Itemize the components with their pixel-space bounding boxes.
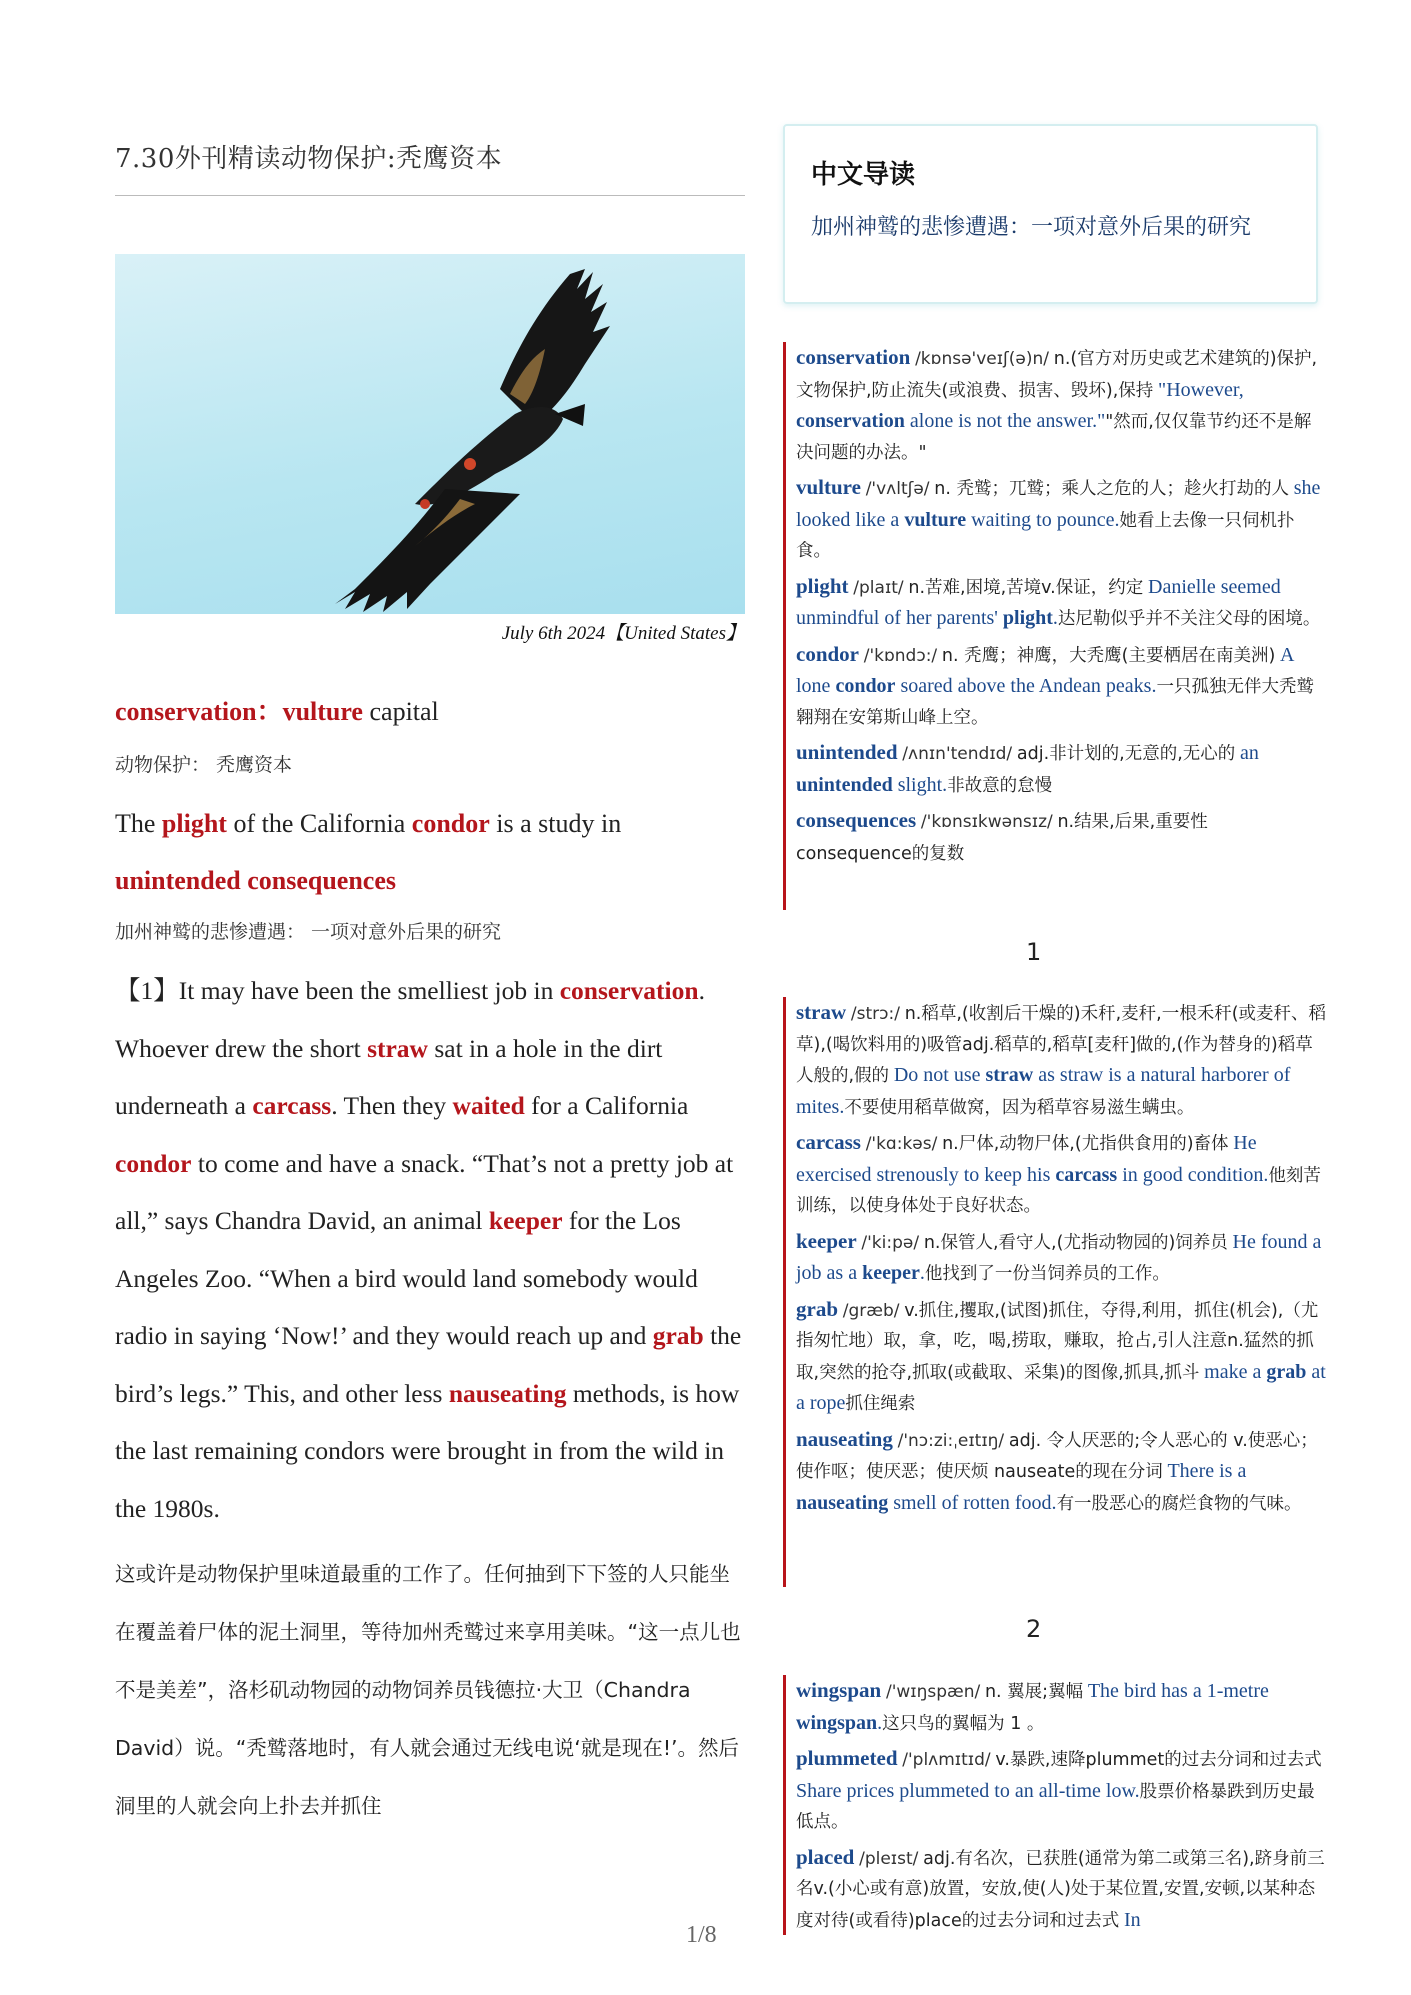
example-translation: 达尼勒似乎并不关注父母的困境。 [1057,609,1321,629]
example-keyword: plight [1002,607,1053,629]
vocab-word: plummeted [796,1746,898,1770]
vocab-entry-straw [786,997,1328,1123]
example-text: at a rope [796,1360,1326,1414]
example-text: . [919,1262,925,1284]
vocab-phonetic: /pleɪst/ [859,1848,919,1869]
vocab-phonetic: /kɒnsə'veɪʃ(ə)n/ [915,349,1049,369]
vocab-phonetic: /'vʌltʃə/ [865,479,930,499]
vocab-word: vulture [796,475,861,499]
text-run: The [115,809,162,838]
document-title: 7.30外刊精读动物保护:秃鹰资本 [115,100,745,196]
example-text: slight. [892,773,948,796]
vocab-word: placed [796,1844,855,1869]
highlighted-word: ： [256,697,283,726]
text-run: methods, is how the last remaining condors were brought in from the wild in the 1980s. [115,1378,740,1523]
vocab-entry-conservation [786,342,1328,468]
text-run: for a California [524,1091,689,1120]
highlighted-word: grab [652,1321,704,1350]
example-text: she looked like a [796,477,1321,531]
vocab-definition: n. 翼展;翼幅 [984,1682,1084,1702]
article-column [115,100,745,1835]
vocab-word: straw [796,1000,847,1024]
highlighted-word: waited [452,1091,525,1120]
vocab-definition: adj.非计划的,无意的,无心的 [1016,744,1236,764]
example-keyword: vulture [904,508,967,531]
vocab-entry-unintended [786,737,1328,801]
example-text: In [1124,1908,1141,1931]
example-text: There is a [1167,1460,1247,1482]
vocab-word: grab [796,1296,838,1321]
vocab-entry-placed [786,1842,1328,1937]
vocab-word: keeper [796,1228,857,1253]
highlighted-word: keeper [488,1206,563,1235]
vocab-definition: n.结果,后果,重要性 consequence的复数 [796,812,1208,864]
highlighted-word: plight [161,809,227,838]
vocab-definition: adj. 令人厌恶的;令人恶心的 v.使恶心；使作呕；使厌恶；使厌烦 nauseate的现在分词 [796,1430,1318,1482]
example-translation: "然而,仅仅靠节约还不是解决问题的办法。" [796,412,1312,463]
vocab-definition: n.尸体,动物尸体,(尤指供食用的)畜体 [942,1134,1229,1154]
example-translation: 她看上去像一只伺机扑食。 [796,510,1295,561]
paragraph-1-cn: 这或许是动物保护里味道最重的工作了。任何抽到下下签的人只能坐在覆盖着尸体的泥土洞里，等待加州秃鹫过来享用美味。“这一点儿也不是美差”，洛杉矶动物园的动物饲养员钱德拉·大卫（Chandra David）说。“秃鹫落地时，有人就会通过无线电说‘就是现在!’。然后洞里的人就会向上扑去并抓住 [115,1562,741,1818]
vocab-phonetic: /plaɪt/ [853,577,904,598]
highlighted-word: condor [411,809,490,838]
vocab-definition: n.保管人,看守人,(尤指动物园的)饲养员 [923,1232,1228,1253]
vocab-phonetic: /'plʌmɪtɪd/ [902,1750,991,1770]
example-text: Share prices plummeted to an all-time low. [796,1779,1140,1802]
photo-caption: July 6th 2024【United States】 [501,623,745,644]
vocab-entry-carcass [786,1127,1328,1222]
vocab-group-number-2: 2 [1026,1615,1042,1643]
text-run: capital [362,697,439,726]
vocab-phonetic: /'kɒndɔ:/ [863,645,938,666]
example-translation: 抓住绳索 [845,1394,916,1414]
text-run: the bird’s legs.” This, and other less [115,1321,742,1408]
highlighted-word: unintended consequences [115,866,396,895]
example-text: . [1052,607,1058,629]
chinese-guide-box [783,124,1318,304]
vocab-definition: n.苦难,困境,苦境v.保证，约定 [908,577,1144,598]
example-text: A lone [796,643,1294,697]
vocab-word: condor [796,641,859,666]
example-keyword: wingspan [796,1711,878,1734]
example-text: . [877,1711,883,1734]
example-translation: 这只鸟的翼幅为 1 。 [882,1713,1045,1734]
example-text: He found a job as a [796,1230,1322,1284]
vocab-phonetic: /'kɒnsɪkwənsɪz/ [920,812,1053,832]
text-run: sat in a hole in the dirt underneath a [115,1033,663,1120]
example-translation: 有一股恶心的腐烂食物的气味。 [1056,1493,1302,1514]
example-translation: 一只孤独无伴大秃鹫翱翔在安第斯山峰上空。 [796,677,1314,728]
vocab-definition: n. 秃鹰；神鹰，大秃鹰(主要栖居在南美洲) [941,645,1276,666]
condor-illustration [115,254,745,614]
example-keyword: grab [1266,1360,1307,1383]
example-text: make a [1204,1360,1267,1383]
example-translation: 他刻苦训练，以使身体处于良好状态。 [796,1165,1321,1216]
example-text: "However, [1158,378,1244,401]
vocab-definition: n.稻草,(收割后干燥的)禾秆,麦秆,一根禾秆(或麦秆、稻草),(喝饮料用的)吸管adj.稻草的,稻草[麦秆]做的,(作为替身的)稻草人般的,假的 [796,1004,1327,1086]
vocab-phonetic: /'ki:pə/ [861,1232,920,1253]
vocab-word: nauseating [796,1426,893,1451]
vocab-definition: v.暴跌,速降plummet的过去分词和过去式 [995,1750,1322,1770]
example-translation: 他找到了一份当饲养员的工作。 [924,1264,1170,1284]
highlighted-word: vulture [282,697,363,726]
vocab-phonetic: /græb/ [842,1300,900,1321]
example-text: in good condition. [1117,1163,1269,1186]
vocab-group-3 [783,1675,1328,1935]
condor-photo [115,254,745,614]
highlighted-word: nauseating [448,1378,567,1408]
highlighted-word: carcass [252,1091,332,1120]
example-text: He exercised strenously to keep his [796,1132,1257,1186]
subtitle-cn: 加州神鹫的悲惨遭遇： 一项对意外后果的研究 [115,921,502,943]
vocab-word: wingspan [796,1678,882,1702]
vocab-entry-grab [786,1294,1328,1420]
vocab-entry-plight [786,571,1328,635]
example-keyword: conservation [796,410,905,432]
example-text: Danielle seemed unmindful of her parents' [796,575,1281,629]
vocab-definition: adj.有名次，已获胜(通常为第二或第三名),跻身前三名v.(小心或有意)放置，安放,使(人)处于某位置,安置,安顿,以某种态度对待(或看待)place的过去分词和过去式 [796,1848,1325,1931]
example-text: soared above the Andean peaks. [895,675,1157,697]
vocab-entry-condor [786,639,1328,734]
text-run: . Whoever drew the short [115,976,705,1063]
highlighted-word: conservation [115,697,257,726]
example-text: Do not use [893,1064,986,1086]
example-keyword: nauseating [796,1491,889,1514]
example-keyword: unintended [796,773,893,796]
vocab-definition: v.抓住,攫取,(试图)抓住，夺得,利用，抓住(机会),（尤指匆忙地）取，拿，吃，喝,捞取，赚取，抢占,引人注意n.猛然的抓取,突然的抢夺,抓取(或截取、采集)的图像,抓具,抓斗 [796,1300,1319,1383]
text-run: for the Los Angeles Zoo. “When a bird would land somebody would radio in saying ‘Now!’ and they would reach up and [115,1206,698,1350]
example-text: as straw is a natural harborer of mites. [796,1064,1291,1118]
example-text: an [1240,742,1259,764]
vocab-word: plight [796,573,849,598]
section-title-en [115,691,745,728]
vocab-group-1 [783,342,1328,910]
vocab-word: unintended [796,740,898,764]
vocab-example [1124,1909,1141,1931]
text-run: . Then they [331,1091,453,1120]
vocab-definition: n.(官方对历史或艺术建筑的)保护,文物保护,防止流失(或浪费、损害、毁坏),保持 [796,349,1318,401]
example-text: smell of rotten food. [888,1491,1057,1514]
vocab-example [796,1780,1140,1802]
vocab-phonetic: /'wɪŋspæn/ [885,1682,981,1702]
subtitle-en [115,795,745,909]
section-title-cn: 动物保护： 秃鹰资本 [115,754,293,776]
vocab-group-number-1: 1 [1026,938,1042,966]
highlighted-word: condor [115,1148,192,1178]
example-keyword: keeper [862,1262,920,1284]
example-keyword: carcass [1055,1163,1118,1186]
page-number: 1/8 [686,1922,717,1948]
example-text: waiting to pounce. [966,508,1120,531]
vocab-word: conservation [796,345,911,369]
vocab-entry-vulture [786,472,1328,567]
vocab-phonetic: /'kɑ:kəs/ [865,1134,938,1154]
guide-text: 加州神鹫的悲惨遭遇：一项对意外后果的研究 [811,215,1252,240]
vocab-definition: n. 秃鹫；兀鹫；乘人之危的人；趁火打劫的人 [934,479,1289,499]
guide-title: 中文导读 [811,160,916,190]
text-run: to come and have a snack. “That’s not a pretty job at all,” says Chandra David, an animal [115,1148,734,1235]
vocab-phonetic: /strɔ:/ [850,1004,900,1024]
example-keyword: straw [985,1064,1034,1086]
example-translation: 不要使用稻草做窝，因为稻草容易滋生螨虫。 [844,1097,1195,1118]
example-translation: 股票价格暴跌到历史最低点。 [796,1781,1315,1832]
example-translation: 非故意的怠慢 [947,775,1053,796]
vocab-word: consequences [796,808,917,832]
example-text: The bird has a 1-metre [1087,1680,1269,1702]
highlighted-word: conservation [559,976,699,1005]
highlighted-word: straw [367,1033,428,1063]
example-text: alone is not the answer." [904,410,1106,432]
vocab-group-2 [783,997,1328,1587]
vocab-entry-keeper [786,1226,1328,1290]
vocab-phonetic: /ʌnɪn'tendɪd/ [902,744,1013,764]
vocab-entry-nauseating [786,1424,1328,1520]
paragraph-1-en [115,962,745,1537]
text-run: is a study in [489,809,622,838]
text-run: of the California [226,809,412,838]
vocab-word: carcass [796,1130,861,1154]
text-run: 【1】It may have been the smelliest job in [115,976,560,1005]
example-keyword: condor [835,675,896,697]
vocab-entry-wingspan [786,1675,1328,1739]
vocab-entry-consequences [786,805,1328,869]
vocab-entry-plummeted [786,1743,1328,1838]
vocab-phonetic: /'nɔ:zi:ˌeɪtɪŋ/ [897,1430,1005,1451]
